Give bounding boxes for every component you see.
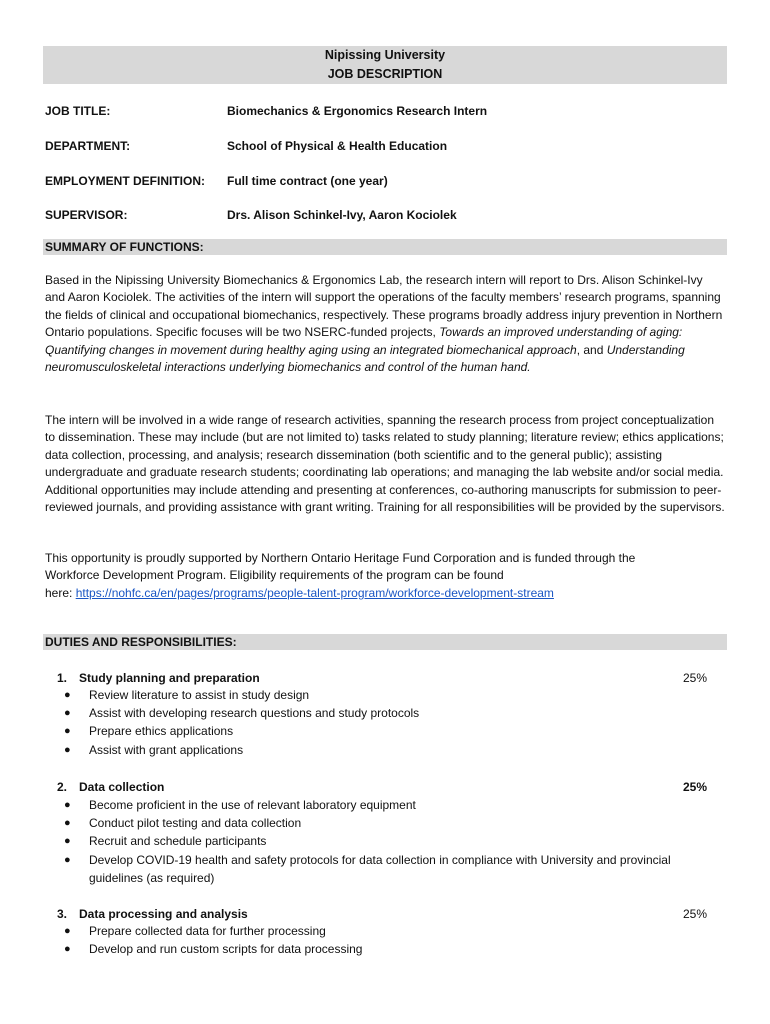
supervisor-label: SUPERVISOR: (45, 208, 128, 222)
list-item (64, 686, 714, 704)
duty-section-3-percent: 25% (682, 907, 707, 921)
duty-section-3-title: Data processing and analysis (79, 907, 248, 921)
bullet-icon: ● (64, 707, 71, 720)
summary-p1-text: Based in the Nipissing University Biomechanics & Ergonomics Lab, the research intern will report to Drs. Alison Schinkel-Ivy and Aaron Kociolek. The activities of the intern will support the operations of the faculty members’ research programs, spanning the fields of clinical and occupational biomechanics, respectively. These programs broadly address injury prevention in Northern Ontario populations. Specific focuses will be two NSERC-funded projects, (45, 273, 723, 340)
job-title-label: JOB TITLE: (45, 104, 111, 118)
list-item-text: Prepare ethics applications (89, 724, 234, 739)
bullet-icon: ● (64, 835, 71, 848)
list-item-text: Recruit and schedule participants (89, 834, 267, 849)
bullet-icon: ● (64, 817, 71, 830)
bullet-icon: ● (64, 925, 71, 937)
department-value: School of Physical & Health Education (227, 139, 448, 153)
duty-section-2-number: 2. (57, 780, 68, 794)
list-item (64, 741, 714, 759)
list-item-text: Assist with grant applications (89, 742, 244, 757)
list-item (64, 851, 714, 887)
summary-paragraph-2: The intern will be involved in a wide range of research activities, spanning the research process from project conceptualization to dissemination. These may include (but are not limited to) tasks related to study planning; literature review; ethics applications; data collection, processing, and analysis; research dissemination (both scientific and to the general public); assisting undergraduate and graduate research students; coordinating lab operations; and managing the lab website and/or social media. Additional opportunities may include attending and presenting at conferences, co-authoring manuscripts for submission to peer-reviewed journals, and providing assistance with grant writing. Training for all responsibilities will be provided by the supervisors. (45, 413, 725, 515)
duty-section-2-list (64, 796, 714, 887)
bullet-icon: ● (64, 799, 71, 811)
university-name: Nipissing University (324, 48, 446, 62)
list-item (64, 940, 714, 958)
funding-line-3 (45, 585, 725, 602)
list-item (64, 704, 714, 722)
duty-section-1-title: Study planning and preparation (79, 671, 260, 685)
employment-definition-value: Full time contract (one year) (227, 174, 388, 188)
job-title-value: Biomechanics & Ergonomics Research Intern (227, 104, 488, 118)
bullet-icon: ● (64, 725, 71, 738)
list-item (64, 796, 714, 814)
duty-section-1-heading (57, 671, 707, 685)
duties-heading: DUTIES AND RESPONSIBILITIES: (45, 635, 237, 649)
list-item-text: Prepare collected data for further processing (89, 924, 326, 938)
duty-section-1-list (64, 686, 714, 759)
duty-section-2-title: Data collection (79, 780, 165, 794)
project-title-aging: Towards an improved understanding of aging: Quantifying changes in movement during healthy aging using an integrated biomechanical approach (45, 325, 683, 357)
employment-definition-label: EMPLOYMENT DEFINITION: (45, 174, 205, 188)
list-item-text: Assist with developing research questions and study protocols (89, 706, 420, 721)
supervisor-value: Drs. Alison Schinkel-Ivy, Aaron Kociolek (227, 208, 457, 222)
bullet-icon: ● (64, 943, 71, 956)
document-title-box (43, 46, 727, 84)
list-item-text: Develop COVID-19 health and safety protocols for data collection in compliance with University and provincial guidelines (as required) (89, 852, 671, 885)
list-item-text: Develop and run custom scripts for data processing (89, 942, 363, 957)
summary-p1-conjunction: , and (576, 342, 607, 357)
summary-heading-bar (43, 239, 727, 255)
document-type: JOB DESCRIPTION (327, 67, 443, 81)
list-item-text: Become proficient in the use of relevant laboratory equipment (89, 798, 416, 812)
duty-section-1-number: 1. (57, 671, 68, 685)
duty-section-3-heading (57, 907, 707, 921)
funding-line-1: This opportunity is proudly supported by Northern Ontario Heritage Fund Corporation and is funded through the (45, 551, 636, 565)
list-item-text: Conduct pilot testing and data collection (89, 816, 302, 831)
nohfc-link[interactable]: https://nohfc.ca/en/pages/programs/people-talent-program/workforce-development-stream (75, 585, 554, 600)
duty-section-2-percent: 25% (682, 780, 707, 794)
list-item-text: Review literature to assist in study design (89, 688, 310, 702)
duty-section-3-number: 3. (57, 907, 68, 921)
here-text: here: (45, 585, 76, 600)
funding-line-2: Workforce Development Program. Eligibility requirements of the program can be found (45, 568, 504, 583)
summary-paragraph-1 (45, 272, 725, 376)
bullet-icon: ● (64, 743, 71, 756)
list-item (64, 814, 714, 832)
duties-heading-bar (43, 634, 727, 650)
duty-section-1-percent: 25% (682, 671, 707, 685)
project-title-hand: Understanding neuromusculoskeletal interactions underlying biomechanics and control of the human hand. (45, 342, 685, 375)
summary-paragraph-3 (45, 550, 725, 602)
duty-section-3-list (64, 922, 714, 958)
duty-section-2-heading (57, 780, 707, 794)
bullet-icon: ● (64, 689, 71, 701)
list-item (64, 832, 714, 850)
bullet-icon: ● (64, 853, 71, 866)
list-item (64, 722, 714, 740)
summary-heading: SUMMARY OF FUNCTIONS: (45, 240, 204, 254)
list-item (64, 922, 714, 940)
department-label: DEPARTMENT: (45, 139, 131, 153)
